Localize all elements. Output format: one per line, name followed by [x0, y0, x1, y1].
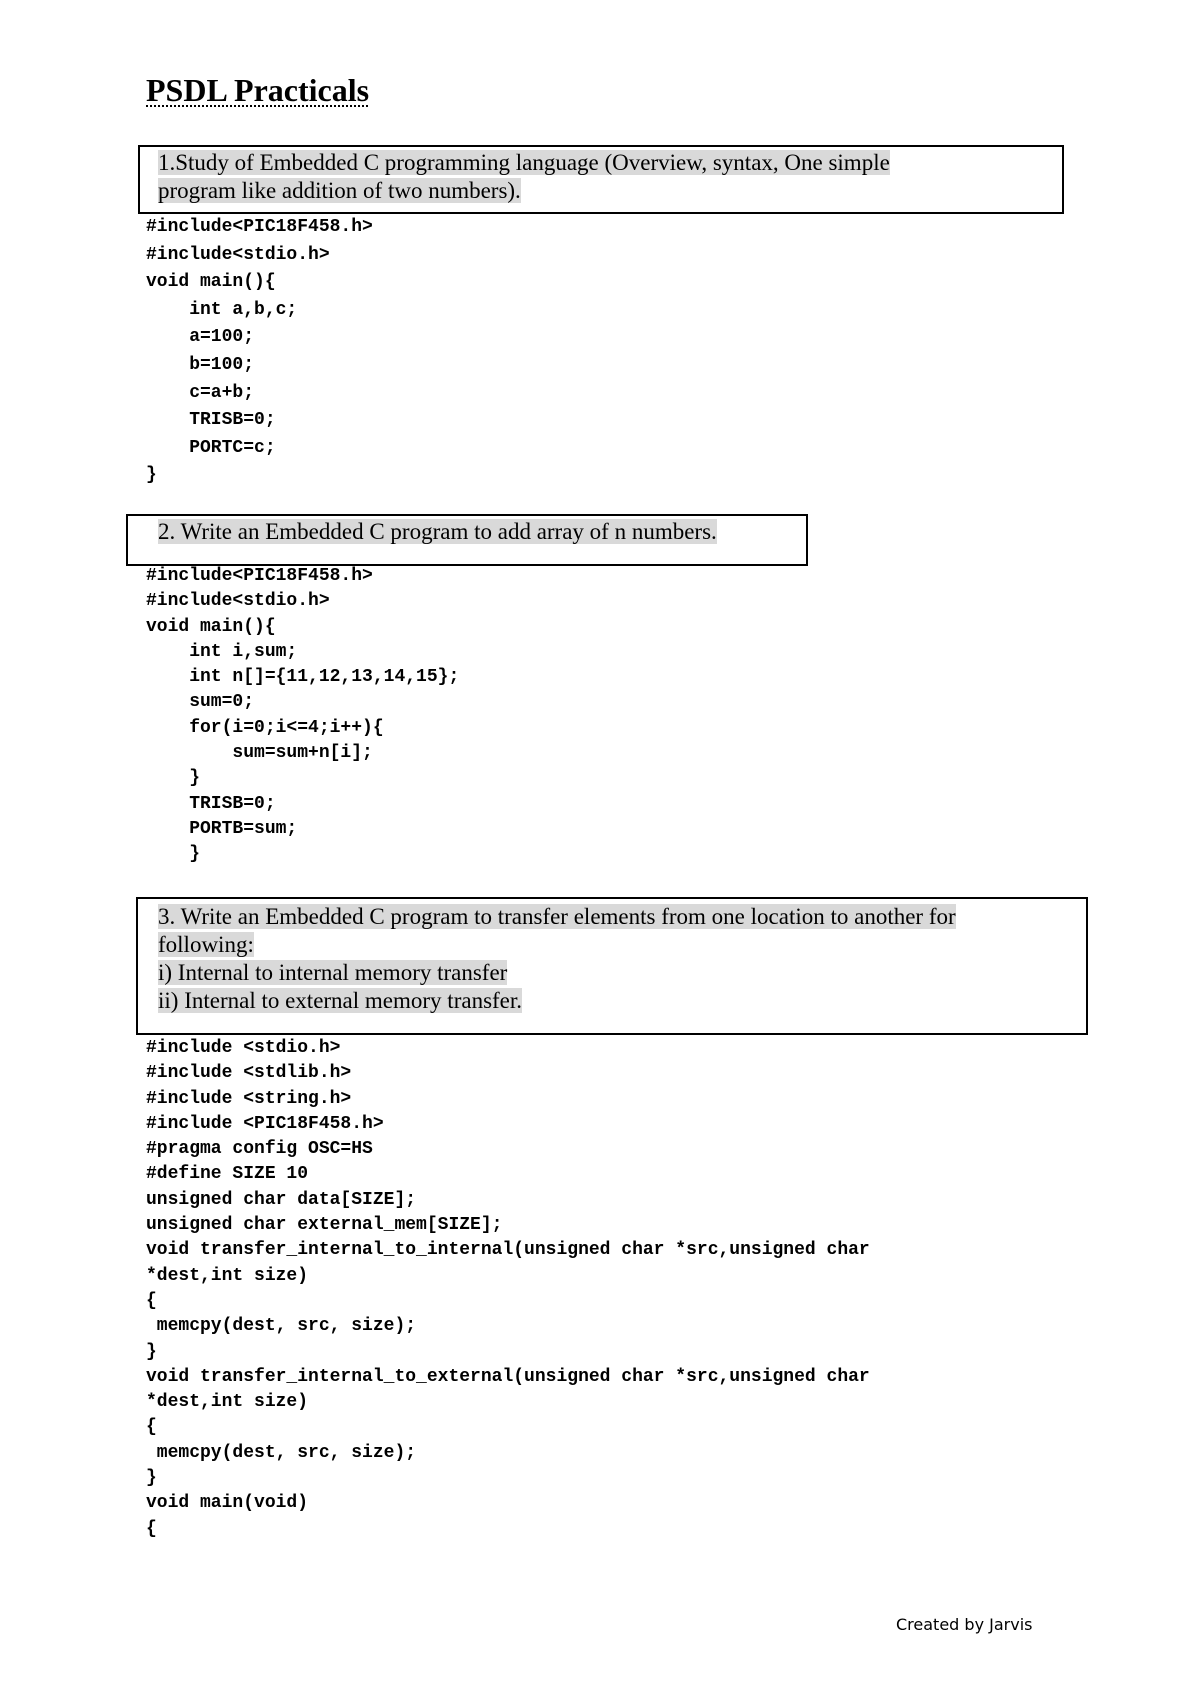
code-block-3	[146, 1036, 870, 1542]
code-line: void main(){	[146, 272, 276, 293]
code-line: void main(void)	[146, 1493, 309, 1514]
code-line: }	[146, 768, 201, 789]
code-line: #include<PIC18F458.h>	[146, 217, 373, 237]
code-line: TRISB=0;	[146, 410, 276, 431]
code-line: #include <stdlib.h>	[146, 1063, 352, 1084]
code-line: {	[146, 1290, 157, 1311]
code-line: void transfer_internal_to_external(unsigned char *src,unsigned char	[146, 1366, 870, 1387]
code-line: memcpy(dest, src, size);	[146, 1442, 417, 1463]
question-2-line: 2. Write an Embedded C program to add array of n numbers.	[158, 519, 717, 544]
question-3-line: i) Internal to internal memory transfer	[158, 960, 508, 985]
code-line: #include<PIC18F458.h>	[146, 566, 373, 586]
code-line: void transfer_internal_to_internal(unsigned char *src,unsigned char	[146, 1240, 870, 1261]
code-line: c=a+b;	[146, 382, 255, 403]
code-line: }	[146, 1468, 157, 1489]
code-line: PORTC=c;	[146, 437, 276, 458]
code-line: for(i=0;i<=4;i++){	[146, 717, 384, 738]
code-line: sum=0;	[146, 692, 255, 713]
question-1-line: program like addition of two numbers).	[158, 178, 521, 203]
code-line: int n[]={11,12,13,14,15};	[146, 667, 460, 688]
code-line: }	[146, 465, 157, 486]
code-line: }	[146, 844, 201, 865]
code-line: *dest,int size)	[146, 1392, 309, 1413]
code-line: #pragma config OSC=HS	[146, 1139, 373, 1160]
code-block-1	[146, 214, 373, 490]
code-line: b=100;	[146, 354, 255, 375]
code-line: *dest,int size)	[146, 1265, 309, 1286]
code-line: #include <PIC18F458.h>	[146, 1113, 384, 1134]
code-line: #define SIZE 10	[146, 1164, 309, 1185]
code-line: #include <string.h>	[146, 1088, 352, 1109]
code-line: a=100;	[146, 327, 255, 348]
code-line: unsigned char data[SIZE];	[146, 1189, 417, 1210]
question-3-line: following:	[158, 932, 254, 957]
code-line: #include<stdio.h>	[146, 244, 330, 265]
question-1-line: 1.Study of Embedded C programming language (Overview, syntax, One simple	[158, 150, 890, 175]
code-line: unsigned char external_mem[SIZE];	[146, 1215, 503, 1236]
code-line: int i,sum;	[146, 641, 298, 662]
code-line: void main(){	[146, 616, 276, 637]
code-line: {	[146, 1518, 157, 1539]
code-line: PORTB=sum;	[146, 818, 298, 839]
question-3-line: ii) Internal to external memory transfer.	[158, 988, 523, 1013]
code-line: memcpy(dest, src, size);	[146, 1316, 417, 1337]
question-3-line: 3. Write an Embedded C program to transfer elements from one location to another for	[158, 904, 956, 929]
question-box-3	[136, 897, 1088, 1035]
code-line: sum=sum+n[i];	[146, 743, 373, 764]
code-line: }	[146, 1341, 157, 1362]
code-line: {	[146, 1417, 157, 1438]
code-line: #include <stdio.h>	[146, 1038, 341, 1058]
question-box-2	[126, 514, 808, 566]
code-line: TRISB=0;	[146, 793, 276, 814]
code-line: int a,b,c;	[146, 299, 298, 320]
footer-credit: Created by Jarvis	[896, 1615, 1033, 1634]
question-box-1	[138, 145, 1064, 214]
code-block-2	[146, 564, 459, 868]
code-line: #include<stdio.h>	[146, 591, 330, 612]
page-title: PSDL Practicals	[146, 72, 370, 108]
